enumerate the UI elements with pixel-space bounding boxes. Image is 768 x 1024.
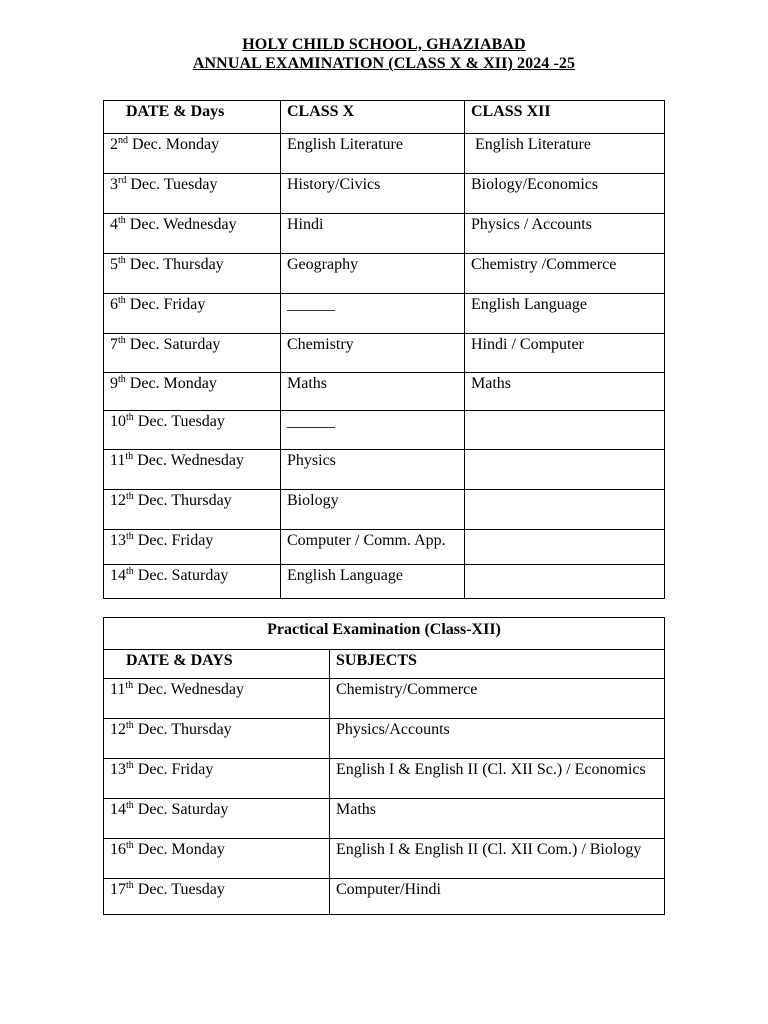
date-cell	[104, 134, 281, 174]
day-text: Dec. Friday	[133, 761, 214, 778]
class-x-subject: Hindi	[281, 214, 465, 254]
table-row	[104, 294, 665, 334]
class-xii-subject	[465, 565, 665, 599]
day-text: Dec. Saturday	[125, 336, 221, 353]
practical-subjects: Maths	[330, 799, 665, 839]
class-x-subject: Geography	[281, 254, 465, 294]
ordinal-suffix: th	[118, 335, 126, 346]
col-header-class-xii: CLASS XII	[465, 101, 665, 134]
table-row	[104, 373, 665, 411]
table-row	[104, 530, 665, 565]
practical-caption: Practical Examination (Class-XII)	[104, 618, 665, 650]
date-cell	[104, 294, 281, 334]
table-row	[104, 334, 665, 373]
practical-subjects: Chemistry/Commerce	[330, 679, 665, 719]
day-text: Dec. Monday	[125, 375, 217, 392]
col-header-subjects: SUBJECTS	[330, 650, 665, 679]
date-cell	[104, 679, 330, 719]
ordinal-suffix: th	[126, 880, 134, 891]
day-number: 2	[110, 136, 118, 153]
day-text: Dec. Friday	[133, 532, 214, 549]
day-text: Dec. Tuesday	[126, 176, 218, 193]
day-text: Dec. Thursday	[125, 256, 224, 273]
class-xii-subject: English Language	[465, 294, 665, 334]
annual-header-row	[104, 101, 665, 134]
date-cell	[104, 174, 281, 214]
practical-caption-row	[104, 618, 665, 650]
annual-exam-rows	[104, 134, 665, 599]
day-number: 17	[110, 881, 126, 898]
ordinal-suffix: th	[118, 295, 126, 306]
practical-exam-rows	[104, 679, 665, 915]
table-row	[104, 134, 665, 174]
class-xii-subject	[465, 530, 665, 565]
practical-header-row	[104, 650, 665, 679]
ordinal-suffix: th	[118, 215, 126, 226]
class-x-subject: ______	[281, 411, 465, 450]
table-row	[104, 839, 665, 879]
ordinal-suffix: th	[126, 491, 134, 502]
day-text: Dec. Wednesday	[125, 216, 237, 233]
day-number: 12	[110, 492, 126, 509]
day-number: 16	[110, 841, 126, 858]
date-cell	[104, 373, 281, 411]
ordinal-suffix: th	[126, 720, 134, 731]
exam-title: ANNUAL EXAMINATION (CLASS X & XII) 2024 -25	[192, 55, 576, 72]
date-cell	[104, 799, 330, 839]
table-row	[104, 679, 665, 719]
table-row	[104, 799, 665, 839]
class-x-subject: English Literature	[281, 134, 465, 174]
practical-exam-table	[103, 617, 665, 915]
table-row	[104, 411, 665, 450]
day-number: 11	[110, 681, 126, 698]
document-header	[0, 35, 768, 73]
table-row	[104, 214, 665, 254]
date-cell	[104, 565, 281, 599]
ordinal-suffix: th	[126, 840, 134, 851]
ordinal-suffix: th	[126, 531, 134, 542]
day-number: 14	[110, 801, 126, 818]
day-number: 10	[110, 413, 126, 430]
date-cell	[104, 334, 281, 373]
class-xii-subject: Biology/Economics	[465, 174, 665, 214]
table-row	[104, 759, 665, 799]
day-number: 7	[110, 336, 118, 353]
class-xii-subject: Maths	[465, 373, 665, 411]
day-text: Dec. Monday	[133, 841, 225, 858]
day-number: 14	[110, 567, 126, 584]
ordinal-suffix: th	[125, 451, 134, 462]
day-text: Dec. Saturday	[133, 801, 229, 818]
table-row	[104, 879, 665, 915]
table-row	[104, 490, 665, 530]
class-xii-subject: Hindi / Computer	[465, 334, 665, 373]
class-x-subject: Biology	[281, 490, 465, 530]
day-number: 13	[110, 532, 126, 549]
class-xii-subject: English Literature	[465, 134, 665, 174]
class-x-subject: Chemistry	[281, 334, 465, 373]
day-number: 11	[110, 452, 126, 469]
col-header-date: DATE & Days	[104, 101, 281, 134]
date-cell	[104, 214, 281, 254]
date-cell	[104, 839, 330, 879]
day-number: 9	[110, 375, 118, 392]
table-row	[104, 450, 665, 490]
table-row	[104, 174, 665, 214]
day-number: 12	[110, 721, 126, 738]
ordinal-suffix: th	[118, 374, 126, 385]
class-xii-subject	[465, 411, 665, 450]
date-cell	[104, 759, 330, 799]
class-x-subject: ______	[281, 294, 465, 334]
col-header-practical-date: DATE & DAYS	[104, 650, 330, 679]
ordinal-suffix: th	[126, 800, 134, 811]
class-x-subject: English Language	[281, 565, 465, 599]
date-cell	[104, 719, 330, 759]
table-row	[104, 719, 665, 759]
day-text: Dec. Monday	[128, 136, 220, 153]
day-text: Dec. Wednesday	[133, 452, 245, 469]
day-text: Dec. Thursday	[133, 721, 232, 738]
day-text: Dec. Tuesday	[133, 881, 225, 898]
day-number: 3	[110, 176, 118, 193]
class-xii-subject	[465, 450, 665, 490]
class-x-subject: Physics	[281, 450, 465, 490]
annual-exam-table	[103, 100, 665, 599]
practical-subjects: Computer/Hindi	[330, 879, 665, 915]
class-x-subject: History/Civics	[281, 174, 465, 214]
day-text: Dec. Saturday	[133, 567, 229, 584]
day-text: Dec. Thursday	[133, 492, 232, 509]
day-number: 4	[110, 216, 118, 233]
class-xii-subject	[465, 490, 665, 530]
ordinal-suffix: th	[126, 566, 134, 577]
practical-subjects: English I & English II (Cl. XII Sc.) / Economics	[330, 759, 665, 799]
table-row	[104, 565, 665, 599]
date-cell	[104, 530, 281, 565]
ordinal-suffix: th	[125, 680, 134, 691]
date-cell	[104, 879, 330, 915]
day-text: Dec. Tuesday	[133, 413, 225, 430]
day-number: 6	[110, 296, 118, 313]
school-name: HOLY CHILD SCHOOL, GHAZIABAD	[242, 36, 526, 53]
day-number: 13	[110, 761, 126, 778]
class-xii-subject: Physics / Accounts	[465, 214, 665, 254]
day-number: 5	[110, 256, 118, 273]
day-text: Dec. Wednesday	[133, 681, 245, 698]
date-cell	[104, 411, 281, 450]
class-xii-subject: Chemistry /Commerce	[465, 254, 665, 294]
ordinal-suffix: rd	[118, 175, 127, 186]
date-cell	[104, 254, 281, 294]
practical-subjects: English I & English II (Cl. XII Com.) / Biology	[330, 839, 665, 879]
day-text: Dec. Friday	[125, 296, 206, 313]
ordinal-suffix: th	[118, 255, 126, 266]
date-cell	[104, 490, 281, 530]
table-row	[104, 254, 665, 294]
ordinal-suffix: th	[126, 412, 134, 423]
date-cell	[104, 450, 281, 490]
ordinal-suffix: nd	[118, 135, 128, 146]
class-x-subject: Maths	[281, 373, 465, 411]
col-header-class-x: CLASS X	[281, 101, 465, 134]
ordinal-suffix: th	[126, 760, 134, 771]
practical-subjects: Physics/Accounts	[330, 719, 665, 759]
class-x-subject: Computer / Comm. App.	[281, 530, 465, 565]
